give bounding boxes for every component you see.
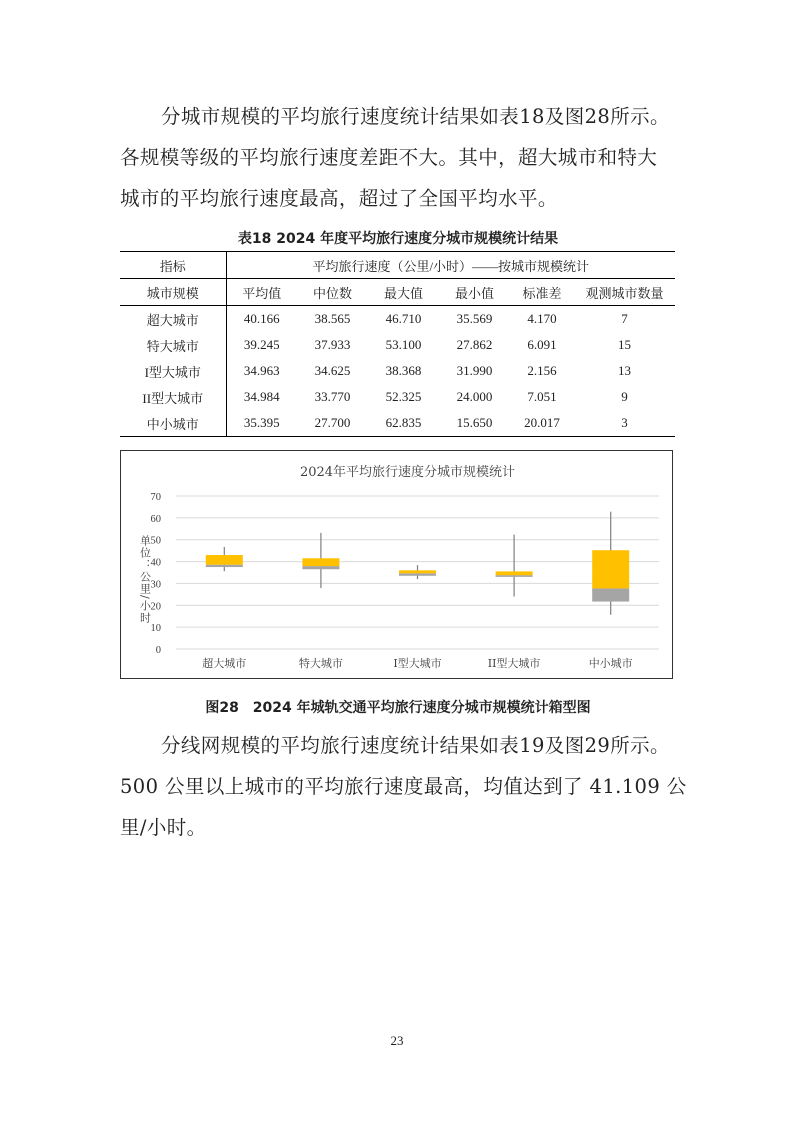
x-tick-label: 特大城市 bbox=[298, 657, 343, 670]
table-cell: 40.166 bbox=[243, 311, 280, 326]
table-cell: 7 bbox=[621, 311, 628, 326]
paragraph-network bbox=[120, 725, 687, 848]
column-header: 城市规模 bbox=[120, 279, 226, 306]
box-lower bbox=[592, 588, 629, 601]
table-cell: 34.963 bbox=[243, 363, 280, 378]
x-tick-label: I型大城市 bbox=[393, 657, 442, 670]
box-upper bbox=[302, 558, 339, 566]
table-cell: 2.156 bbox=[527, 363, 557, 378]
box-chart bbox=[120, 450, 673, 679]
column-header: 最大值 bbox=[368, 279, 439, 306]
table-cell: 38.368 bbox=[385, 363, 422, 378]
table-cell: 24.000 bbox=[456, 389, 493, 404]
table-cell: 39.245 bbox=[243, 337, 280, 352]
table-cell: 15 bbox=[618, 337, 631, 352]
row-label: II型大城市 bbox=[120, 384, 226, 410]
table-cell: 6.091 bbox=[527, 337, 557, 352]
table-cell: 38.565 bbox=[314, 311, 351, 326]
y-tick-label: 70 bbox=[150, 492, 161, 503]
box-lower bbox=[496, 575, 533, 577]
table-cell: 20.017 bbox=[510, 410, 574, 437]
paragraph-line: 分城市规模的平均旅行速度统计结果如表18及图28所示。 bbox=[161, 105, 670, 128]
paragraph-line: 500 公里以上城市的平均旅行速度最高，均值达到了 41.109 公 bbox=[120, 775, 687, 798]
row-label: 超大城市 bbox=[120, 306, 226, 333]
column-header: 标准差 bbox=[510, 279, 574, 306]
column-header: 观测城市数量 bbox=[574, 279, 675, 306]
table-cell: 34.984 bbox=[243, 389, 280, 404]
chart-title: 2024年平均旅行速度分城市规模统计 bbox=[299, 465, 516, 480]
table-cell: 34.625 bbox=[314, 363, 351, 378]
figure-caption: 图28 2024 年城轨交通平均旅行速度分城市规模统计箱型图 bbox=[205, 700, 591, 716]
paragraph-line: 分线网规模的平均旅行速度统计结果如表19及图29所示。 bbox=[161, 734, 670, 757]
box-upper bbox=[496, 571, 533, 575]
box-upper bbox=[206, 555, 243, 565]
y-tick-label: 20 bbox=[150, 601, 161, 613]
header-index: 指标 bbox=[120, 252, 226, 279]
column-header: 平均值 bbox=[226, 279, 297, 306]
table-row bbox=[120, 410, 675, 437]
x-tick-label: II型大城市 bbox=[487, 657, 541, 670]
box-lower bbox=[302, 566, 339, 569]
box-lower bbox=[399, 573, 436, 575]
table-row bbox=[120, 332, 675, 358]
row-label: 中小城市 bbox=[120, 410, 226, 437]
y-tick-label: 40 bbox=[150, 557, 161, 569]
table-cell: 15.650 bbox=[439, 410, 510, 437]
table-cell: 13 bbox=[618, 363, 631, 378]
box-chart-svg bbox=[121, 451, 674, 680]
y-axis-label: 单位：公里/小时 bbox=[138, 535, 152, 624]
box-upper bbox=[592, 550, 629, 588]
x-tick-label: 中小城市 bbox=[588, 657, 633, 670]
y-tick-label: 10 bbox=[150, 623, 161, 635]
table-cell: 4.170 bbox=[527, 311, 557, 326]
y-tick-label: 0 bbox=[155, 645, 161, 656]
column-header: 中位数 bbox=[297, 279, 368, 306]
table-cell: 3 bbox=[574, 410, 675, 437]
table-cell: 7.051 bbox=[527, 389, 557, 404]
box-upper bbox=[399, 570, 436, 573]
paragraph-line: 里/小时。 bbox=[120, 816, 207, 839]
table-cell: 27.700 bbox=[297, 410, 368, 437]
table-cell: 62.835 bbox=[368, 410, 439, 437]
table-cell: 35.395 bbox=[226, 410, 297, 437]
x-tick-label: 超大城市 bbox=[202, 657, 247, 670]
y-tick-label: 30 bbox=[150, 579, 161, 591]
row-label: I型大城市 bbox=[120, 358, 226, 384]
row-label: 特大城市 bbox=[120, 332, 226, 358]
table-cell: 27.862 bbox=[456, 337, 493, 352]
y-tick-label: 50 bbox=[150, 535, 161, 547]
paragraph-line: 城市的平均旅行速度最高，超过了全国平均水平。 bbox=[120, 187, 558, 210]
table-cell: 37.933 bbox=[314, 337, 351, 352]
stats-table bbox=[120, 251, 675, 437]
table-cell: 46.710 bbox=[385, 311, 422, 326]
paragraph-line: 各规模等级的平均旅行速度差距不大。其中，超大城市和特大 bbox=[120, 146, 658, 169]
table-row bbox=[120, 358, 675, 384]
table-caption: 表18 2024 年度平均旅行速度分城市规模统计结果 bbox=[237, 231, 559, 247]
table-cell: 53.100 bbox=[385, 337, 422, 352]
table-cell: 9 bbox=[621, 389, 628, 404]
table-cell: 52.325 bbox=[385, 389, 422, 404]
y-tick-label: 60 bbox=[150, 513, 161, 525]
page-number: 23 bbox=[390, 1033, 404, 1048]
paragraph-intro bbox=[120, 96, 676, 219]
table-cell: 33.770 bbox=[314, 389, 351, 404]
header-group: 平均旅行速度（公里/小时）——按城市规模统计 bbox=[226, 252, 675, 279]
table-row bbox=[120, 306, 675, 333]
table-cell: 35.569 bbox=[456, 311, 493, 326]
table-row bbox=[120, 384, 675, 410]
box-lower bbox=[206, 565, 243, 567]
column-header: 最小值 bbox=[439, 279, 510, 306]
table-cell: 31.990 bbox=[456, 363, 493, 378]
